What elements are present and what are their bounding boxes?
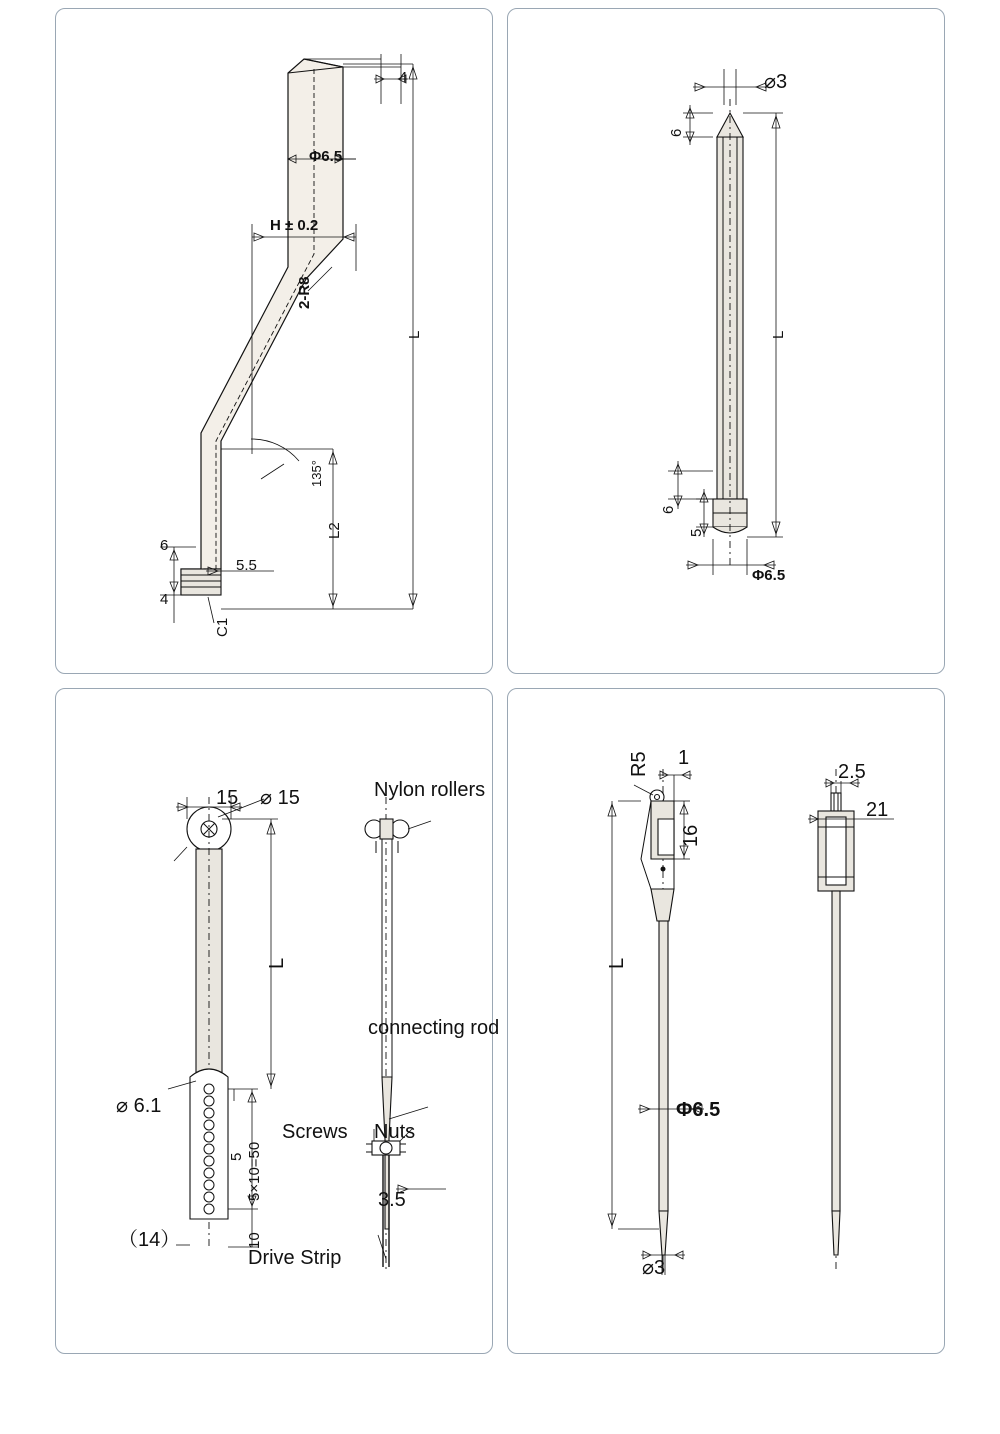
label-tl-c1: C1	[214, 617, 231, 637]
label-br-L: L	[606, 957, 628, 969]
label-br-16: 16	[680, 824, 702, 847]
label-tr-5: 5	[688, 528, 705, 537]
label-tr-L: L	[770, 330, 787, 339]
label-bl-L: L	[266, 957, 288, 969]
label-tl-4-bottom: 4	[160, 591, 169, 608]
label-bl-nuts: Nuts	[374, 1121, 416, 1143]
label-br-21: 21	[866, 799, 889, 821]
panel-top-left	[55, 8, 493, 674]
label-br-2-5: 2.5	[838, 761, 866, 783]
label-bl-pitch: 5×10=50	[246, 1141, 263, 1201]
label-bl-15: 15	[216, 787, 239, 809]
label-br-dia3: ⌀3	[642, 1257, 666, 1279]
label-bl-5: 5	[228, 1152, 245, 1161]
label-br-1: 1	[678, 747, 690, 769]
label-tr-6-top: 6	[668, 128, 685, 137]
panel-bottom-left	[55, 688, 500, 1354]
label-bl-14: （14）	[118, 1229, 181, 1251]
label-tl-h-tolerance: H ± 0.2	[270, 217, 319, 234]
clamp-head-rod-drawing	[508, 689, 946, 1355]
label-tl-L2: L2	[326, 522, 343, 539]
label-bl-3-5: 3.5	[378, 1189, 406, 1211]
label-tl-6: 6	[160, 537, 169, 554]
label-tl-angle-135: 135°	[309, 460, 324, 487]
label-tl-5-5: 5.5	[236, 557, 257, 574]
label-bl-connecting-rod: connecting rod	[368, 1017, 500, 1039]
bent-rod-drawing	[56, 9, 494, 675]
label-br-r5: R5	[628, 751, 650, 777]
label-tr-dia65: Φ6.5	[752, 567, 786, 584]
panel-bottom-right	[507, 688, 945, 1354]
label-tr-dia3: ⌀3	[764, 71, 788, 93]
label-bl-nylon-rollers: Nylon rollers	[374, 779, 486, 801]
label-bl-dia15: ⌀ 15	[260, 787, 300, 809]
label-bl-10: 10	[246, 1232, 263, 1249]
label-br-dia65: Φ6.5	[676, 1099, 721, 1121]
label-tl-dia65: Φ6.5	[309, 148, 343, 165]
panel-top-right	[507, 8, 945, 674]
label-bl-drive-strip: Drive Strip	[248, 1247, 342, 1269]
label-tr-6-bottom: 6	[660, 505, 677, 514]
straight-rod-drawing	[508, 9, 946, 675]
label-tl-L: L	[406, 330, 423, 339]
label-tl-2r8: 2-R8	[296, 276, 313, 309]
label-bl-dia61: ⌀ 6.1	[116, 1095, 162, 1117]
label-tl-4-top: 4	[399, 69, 408, 86]
label-bl-screws: Screws	[282, 1121, 348, 1143]
